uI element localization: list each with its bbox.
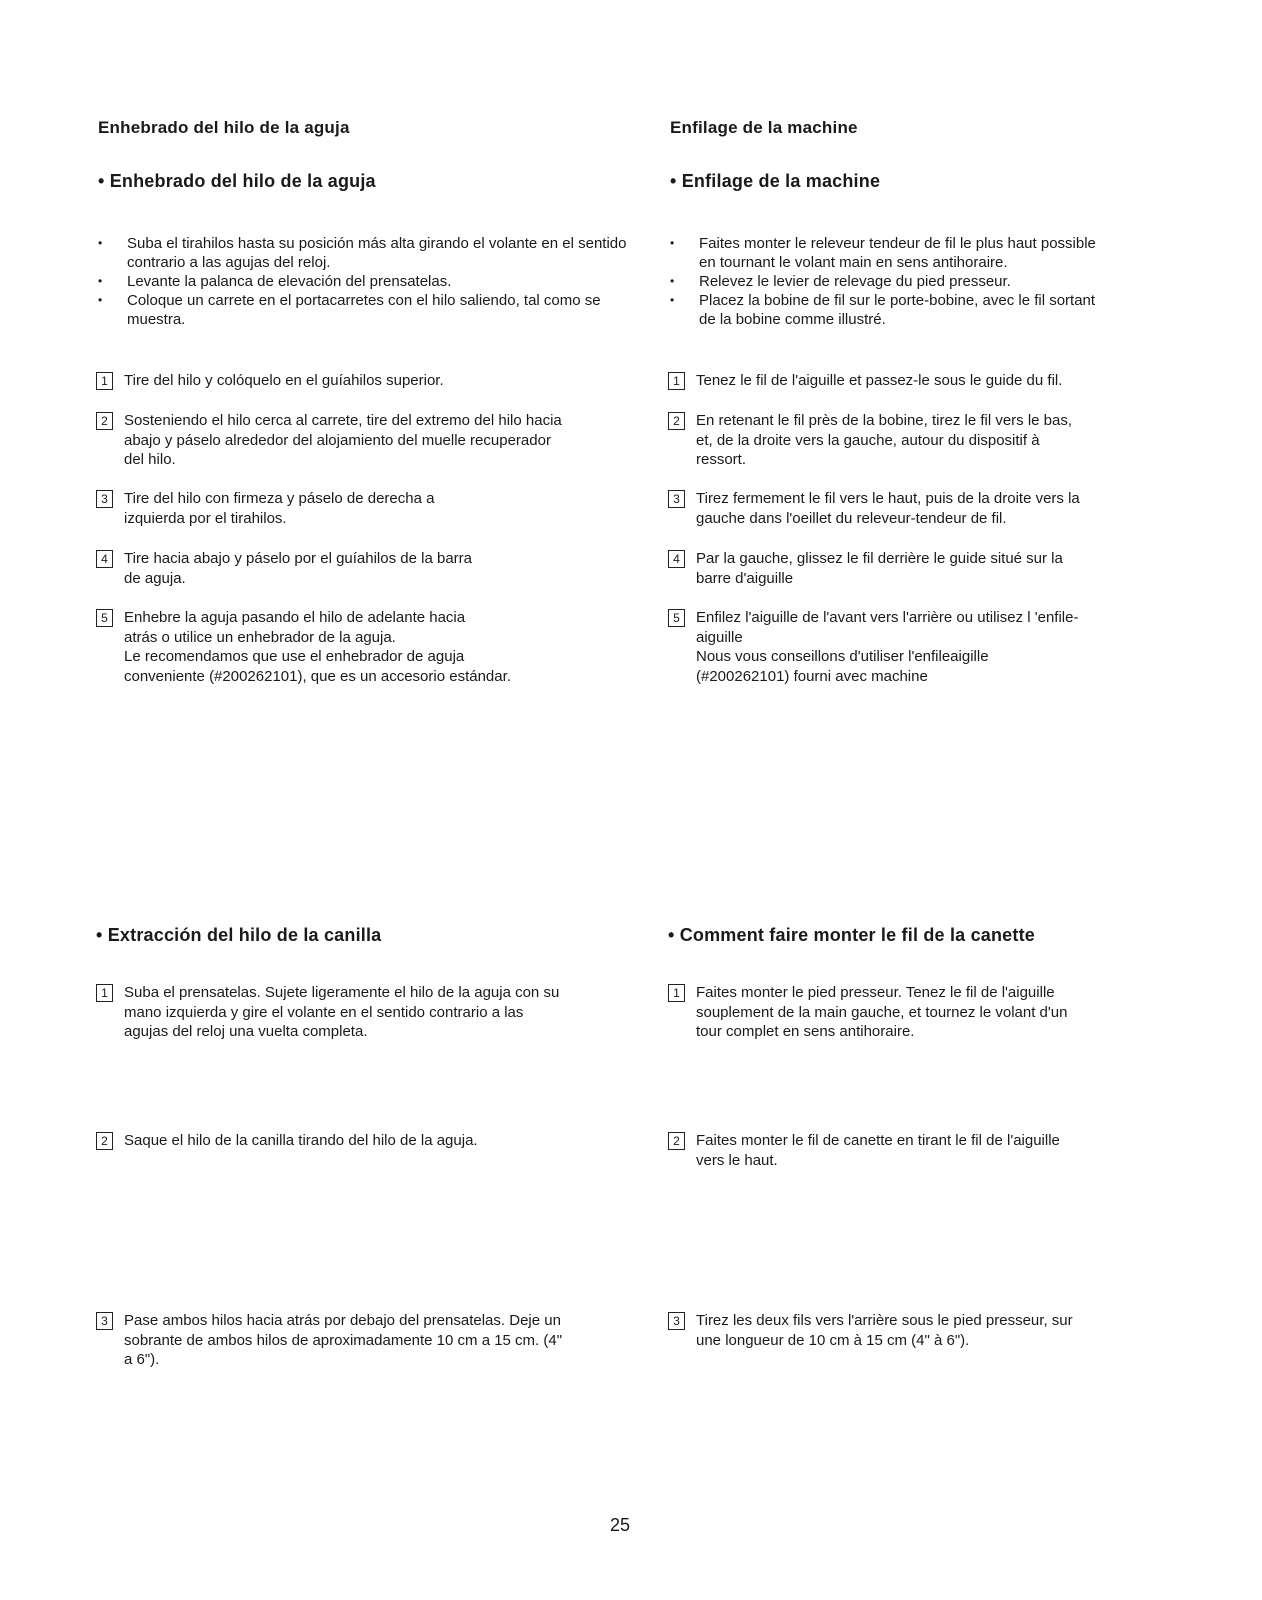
step-line: Tire del hilo con firmeza y páselo de derecha a [124,490,435,507]
right-step-2 [668,411,1188,470]
list-item: • Relevez le levier de relevage du pied presseur. [670,272,1110,291]
list-item: • Coloque un carrete en el portacarretes con el hilo saliendo, tal como se muestra. [98,291,643,329]
step-line: Suba el prensatelas. Sujete ligeramente el hilo de la aguja con su [124,984,560,1001]
step-line: souplement de la main gauche, et tournez le volant d'un [696,1003,1068,1021]
step-number-box: 4 [96,550,113,568]
step-line: del hilo. [124,451,176,468]
step-line: tour complet en sens antihoraire. [696,1023,915,1040]
list-item: • Suba el tirahilos hasta su posición más alta girando el volante en el sentido contrario a las agujas del reloj. [98,234,643,272]
step-line: une longueur de 10 cm à 15 cm (4" à 6"). [696,1331,970,1349]
step-number-box: 1 [96,984,113,1002]
step-line: Tire del hilo y colóquelo en el guíahilos superior. [124,372,444,389]
right-bobbin-step-3 [668,1311,1188,1350]
left-step-1 [96,371,656,391]
right-bullet-list [670,234,1110,329]
left-step-3 [96,489,656,528]
step-line: agujas del reloj una vuelta completa. [124,1023,368,1040]
left-bobbin-step-3 [96,1311,656,1370]
step-line: Sosteniendo el hilo cerca al carrete, tire del extremo del hilo hacia [124,412,562,429]
step-number-box: 3 [96,490,113,508]
right-step-4 [668,549,1188,588]
step-number-box: 2 [96,1132,113,1150]
right-section-title: Enfilage de la machine [670,118,858,137]
step-line: Tirez les deux fils vers l'arrière sous le pied presseur, sur [696,1312,1073,1329]
list-item: • Placez la bobine de fil sur le porte-bobine, avec le fil sortant de la bobine comme illustré. [670,291,1110,329]
step-number-box: 1 [96,372,113,390]
step-number-box: 2 [96,412,113,430]
left-bobbin-step-2 [96,1131,656,1151]
step-number-box: 2 [668,412,685,430]
step-line: (#200262101) fourni avec machine [696,667,928,685]
list-item: • Levante la palanca de elevación del prensatelas. [98,272,643,291]
step-line: En retenant le fil près de la bobine, tirez le fil vers le bas, [696,412,1073,429]
step-line: Tire hacia abajo y páselo por el guíahilos de la barra [124,550,472,567]
step-line: conveniente (#200262101), que es un accesorio estándar. [124,667,511,685]
step-line: Nous vous conseillons d'utiliser l'enfileaigille [696,648,989,665]
right-step-3 [668,489,1188,528]
step-line: Pase ambos hilos hacia atrás por debajo del prensatelas. Deje un [124,1312,561,1329]
step-line: abajo y páselo alrededor del alojamiento del muelle recuperador [124,431,551,449]
right-step-5 [668,608,1188,686]
left-subsection-title: • Enhebrado del hilo de la aguja [98,171,376,191]
list-item: • Faites monter le releveur tendeur de fil le plus haut possible en tournant le volant main en sens antihoraire. [670,234,1110,272]
step-line: Tenez le fil de l'aiguille et passez-le sous le guide du fil. [696,372,1063,389]
step-number-box: 1 [668,984,685,1002]
step-number-box: 3 [668,1312,685,1330]
step-line: de aguja. [124,569,186,587]
right-bobbin-step-2 [668,1131,1188,1170]
step-line: Par la gauche, glissez le fil derrière le guide situé sur la [696,550,1063,567]
step-line: vers le haut. [696,1151,778,1169]
left-step-4 [96,549,656,588]
step-line: Faites monter le fil de canette en tirant le fil de l'aiguille [696,1132,1060,1149]
step-line: atrás o utilice un enhebrador de la aguja. [124,628,396,646]
step-line: Saque el hilo de la canilla tirando del hilo de la aguja. [124,1132,478,1149]
step-line: Le recomendamos que use el enhebrador de aguja [124,648,465,665]
left-bobbin-title: • Extracción del hilo de la canilla [96,925,382,945]
step-line: sobrante de ambos hilos de aproximadamente 10 cm a 15 cm. (4" [124,1331,563,1349]
left-bullet-list [98,234,643,329]
step-line: gauche dans l'oeillet du releveur-tendeur de fil. [696,509,1007,527]
right-bobbin-step-1 [668,983,1188,1042]
step-number-box: 3 [668,490,685,508]
step-line: et, de la droite vers la gauche, autour du dispositif à [696,431,1040,449]
step-number-box: 4 [668,550,685,568]
left-section-title: Enhebrado del hilo de la aguja [98,118,350,137]
step-line: Enfilez l'aiguille de l'avant vers l'arrière ou utilisez l 'enfile- [696,609,1079,626]
step-number-box: 1 [668,372,685,390]
step-line: Faites monter le pied presseur. Tenez le fil de l'aiguille [696,984,1055,1001]
step-number-box: 3 [96,1312,113,1330]
right-step-1 [668,371,1188,391]
step-number-box: 5 [668,609,685,627]
step-number-box: 5 [96,609,113,627]
left-bobbin-step-1 [96,983,656,1042]
step-line: mano izquierda y gire el volante en el sentido contrario a las [124,1003,524,1021]
step-line: a 6"). [124,1351,160,1368]
right-bobbin-title: • Comment faire monter le fil de la canette [668,925,1035,945]
step-line: Enhebre la aguja pasando el hilo de adelante hacia [124,609,466,626]
step-line: barre d'aiguille [696,569,794,587]
step-line: ressort. [696,451,747,468]
step-line: izquierda por el tirahilos. [124,509,287,527]
step-line: aiguille [696,628,743,646]
step-number-box: 2 [668,1132,685,1150]
step-line: Tirez fermement le fil vers le haut, puis de la droite vers la [696,490,1080,507]
left-step-5 [96,608,656,686]
left-step-2 [96,411,656,470]
right-subsection-title: • Enfilage de la machine [670,171,881,191]
page-number: 25 [610,1515,631,1535]
